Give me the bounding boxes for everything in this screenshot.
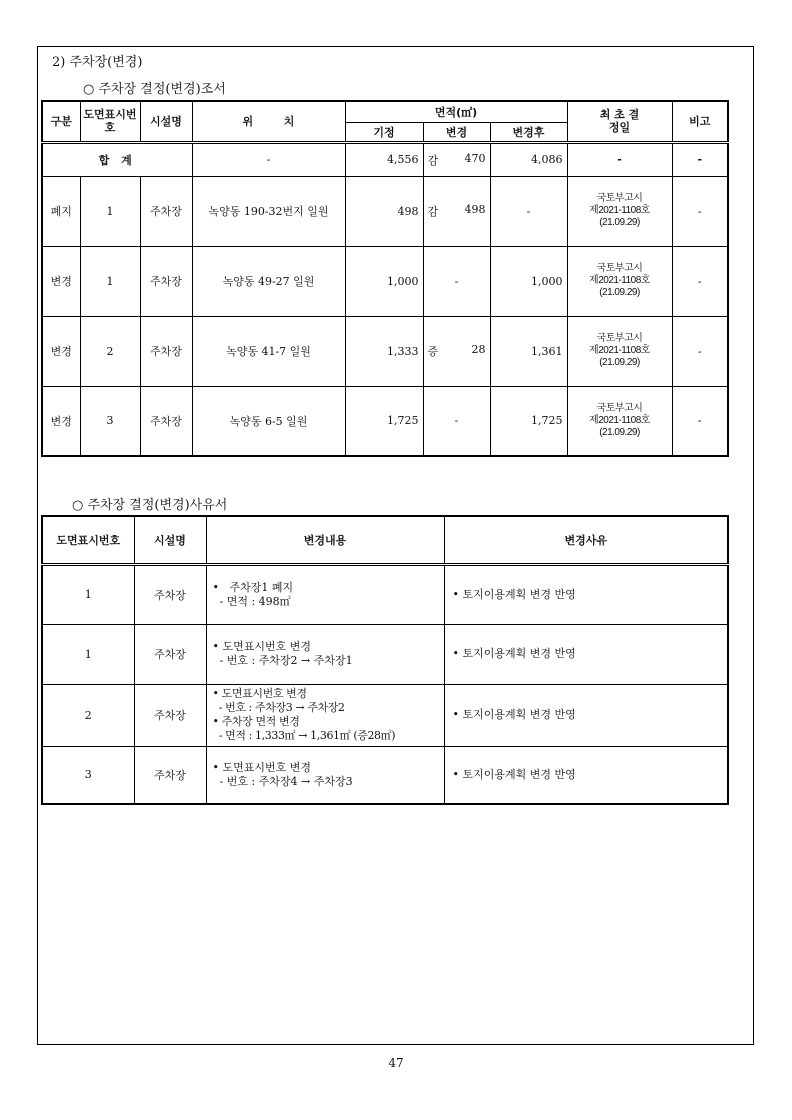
row-category: 변경 — [42, 316, 80, 386]
row-remarks: - — [672, 316, 728, 386]
content-line: • 주차장1 폐지 — [212, 580, 294, 594]
row-map-no: 2 — [80, 316, 140, 386]
decision-line: (21.09.29) — [599, 357, 640, 368]
table-row — [42, 684, 728, 746]
row-location: 녹양동 49-27 일원 — [192, 246, 345, 316]
total-change-value: 470 — [464, 151, 486, 165]
decision-line: (21.09.29) — [599, 426, 640, 438]
row-map-no: 2 — [42, 684, 134, 746]
content-line: - 면적 : 1,333㎡ → 1,361㎡ (증28㎡) — [212, 729, 396, 742]
row-reason: • 토지이용계획 변경 반영 — [444, 684, 728, 746]
content-line: - 번호 : 주차장4 → 주차장3 — [212, 774, 353, 788]
table-row — [42, 746, 728, 804]
row-change-type: 증 — [427, 345, 439, 358]
total-remarks: - — [672, 142, 728, 176]
row-reason: • 토지이용계획 변경 반영 — [444, 564, 728, 624]
total-label: 합 계 — [42, 142, 192, 176]
row-category: 폐지 — [42, 176, 80, 246]
row-after: 1,725 — [490, 386, 567, 456]
table-row — [42, 316, 728, 386]
row-change-value: 498 — [464, 203, 486, 216]
row-category: 변경 — [42, 246, 80, 316]
row-first-decision — [567, 246, 672, 316]
total-after: 4,086 — [490, 142, 567, 176]
row-map-no: 1 — [80, 176, 140, 246]
total-change-type: 감 — [427, 153, 439, 167]
row-change-value: - — [454, 274, 459, 288]
decision-line: 국토부고시 — [596, 402, 643, 414]
header-remarks: 비고 — [672, 101, 728, 142]
row-map-no: 1 — [80, 246, 140, 316]
row-category: 변경 — [42, 386, 80, 456]
row-facility: 주차장 — [134, 564, 206, 624]
header-change: 변경 — [423, 122, 490, 142]
sub-title-reason-table: ○ 주차장 결정(변경)사유서 — [72, 498, 228, 513]
row-existing: 1,000 — [345, 246, 423, 316]
total-location: - — [192, 142, 345, 176]
decision-line: 제2021-1108호 — [589, 414, 650, 426]
header-map-no: 도면표시번호 — [80, 101, 140, 142]
table-row — [42, 176, 728, 246]
row-content — [206, 624, 444, 684]
row-facility: 주차장 — [140, 246, 192, 316]
content-line: • 도면표시번호 변경 — [212, 687, 307, 700]
table-row — [42, 386, 728, 456]
row-facility: 주차장 — [134, 624, 206, 684]
row-content — [206, 684, 444, 746]
decision-line: 국토부고시 — [596, 333, 643, 344]
total-first-decision: - — [567, 142, 672, 176]
table-row — [42, 246, 728, 316]
row-facility: 주차장 — [134, 746, 206, 804]
header-existing: 기정 — [345, 122, 423, 142]
decision-line: 제2021-1108호 — [589, 205, 650, 216]
table-row — [42, 624, 728, 684]
row-facility: 주차장 — [134, 684, 206, 746]
section-title: 2) 주차장(변경) — [52, 55, 143, 70]
decision-line: (21.09.29) — [599, 287, 640, 298]
row-content — [206, 746, 444, 804]
row-facility: 주차장 — [140, 386, 192, 456]
row-remarks: - — [672, 176, 728, 246]
header-facility: 시설명 — [140, 101, 192, 142]
row-location: 녹양동 190-32번지 일원 — [192, 176, 345, 246]
parking-reason-table — [41, 515, 729, 805]
content-line: • 도면표시번호 변경 — [212, 760, 311, 774]
parking-decision-table — [41, 100, 729, 457]
header-area: 면적(㎡) — [345, 101, 567, 122]
content-line: • 도면표시번호 변경 — [212, 640, 311, 653]
row-map-no: 1 — [42, 624, 134, 684]
header-map-no: 도면표시번호 — [42, 516, 134, 564]
row-remarks: - — [672, 246, 728, 316]
content-line: - 번호 : 주차장3 → 주차장2 — [212, 701, 345, 714]
row-existing: 1,725 — [345, 386, 423, 456]
row-reason: • 토지이용계획 변경 반영 — [444, 746, 728, 804]
row-change-type: 감 — [427, 205, 439, 218]
header-first-decision: 최 초 결정일 — [567, 101, 672, 142]
row-location: 녹양동 6-5 일원 — [192, 386, 345, 456]
row-remarks: - — [672, 386, 728, 456]
row-existing: 498 — [345, 176, 423, 246]
decision-line: 국토부고시 — [596, 193, 643, 204]
sub-title-decision-table: ○ 주차장 결정(변경)조서 — [83, 82, 226, 97]
total-change — [423, 142, 490, 176]
table-row — [42, 564, 728, 624]
row-map-no: 3 — [80, 386, 140, 456]
row-change — [423, 176, 490, 246]
header-content: 변경내용 — [206, 516, 444, 564]
row-location: 녹양동 41-7 일원 — [192, 316, 345, 386]
decision-line: 제2021-1108호 — [589, 345, 650, 356]
row-map-no: 3 — [42, 746, 134, 804]
row-after: 1,000 — [490, 246, 567, 316]
decision-line: (21.09.29) — [599, 217, 640, 228]
total-existing: 4,556 — [345, 142, 423, 176]
row-change-value: - — [454, 414, 459, 428]
row-after: - — [490, 176, 567, 246]
content-line: - 면적 : 498㎡ — [212, 594, 291, 608]
header-after: 변경후 — [490, 122, 567, 142]
header-reason: 변경사유 — [444, 516, 728, 564]
row-reason: • 토지이용계획 변경 반영 — [444, 624, 728, 684]
row-existing: 1,333 — [345, 316, 423, 386]
row-change — [423, 246, 490, 316]
row-facility: 주차장 — [140, 316, 192, 386]
row-map-no: 1 — [42, 564, 134, 624]
row-after: 1,361 — [490, 316, 567, 386]
row-first-decision — [567, 176, 672, 246]
header-facility: 시설명 — [134, 516, 206, 564]
content-line: • 주차장 면적 변경 — [212, 715, 300, 728]
row-change — [423, 316, 490, 386]
decision-line: 국토부고시 — [596, 263, 643, 274]
header-category: 구분 — [42, 101, 80, 142]
decision-line: 제2021-1108호 — [589, 275, 650, 286]
row-change — [423, 386, 490, 456]
row-first-decision — [567, 386, 672, 456]
row-change-value: 28 — [471, 343, 486, 356]
row-first-decision — [567, 316, 672, 386]
header-location: 위 치 — [192, 101, 345, 142]
row-content — [206, 564, 444, 624]
row-facility: 주차장 — [140, 176, 192, 246]
content-line: - 번호 : 주차장2 → 주차장1 — [212, 654, 353, 667]
page-number: 47 — [388, 1056, 404, 1070]
total-row — [42, 142, 728, 176]
